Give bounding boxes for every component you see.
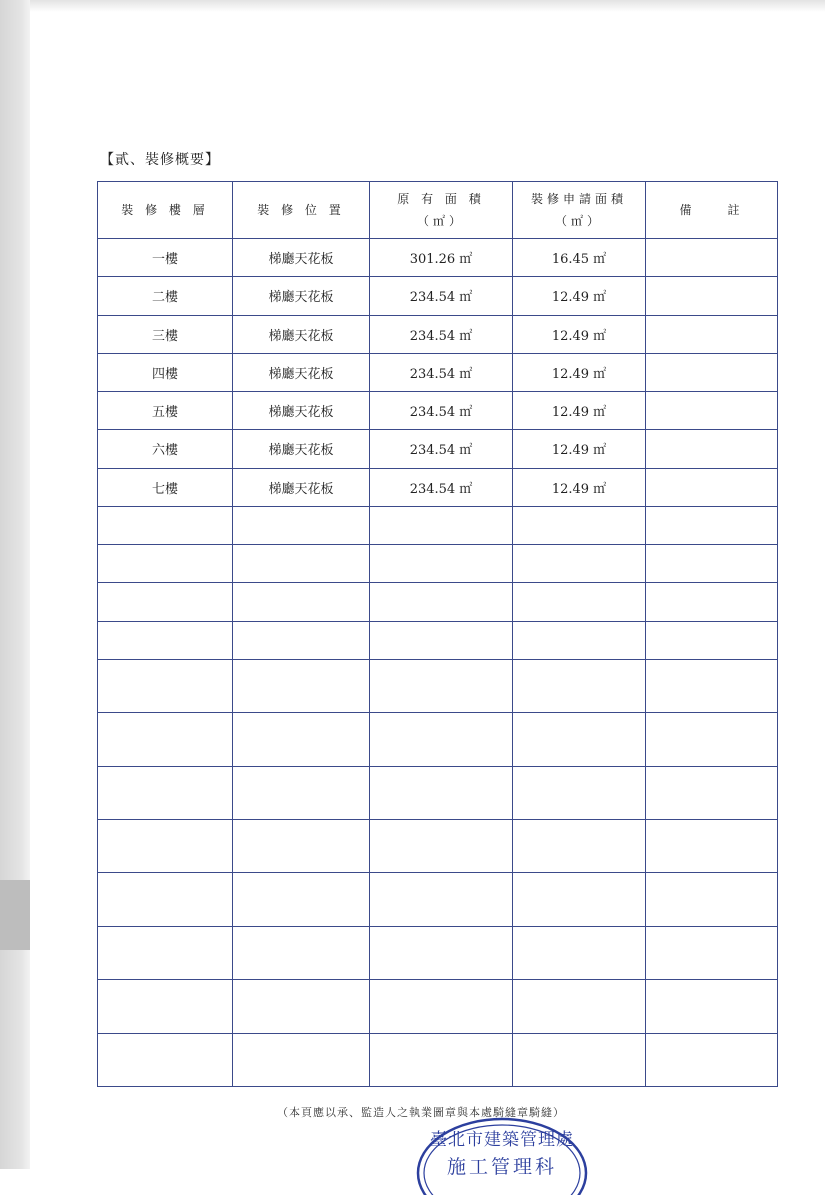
empty-cell: [646, 659, 778, 712]
table-row: [98, 353, 778, 391]
empty-cell: [233, 506, 370, 544]
empty-cell: [233, 766, 370, 819]
empty-cell: [233, 926, 370, 979]
empty-cell: [98, 659, 233, 712]
empty-row: [98, 621, 778, 659]
empty-cell: [98, 545, 233, 583]
empty-cell: [513, 659, 646, 712]
empty-cell: [513, 766, 646, 819]
empty-cell: [513, 926, 646, 979]
cell-remarks: [646, 430, 778, 468]
cell-location: 梯廳天花板: [233, 239, 370, 277]
empty-cell: [370, 820, 513, 873]
cell-original-area: 301.26 ㎡: [370, 239, 513, 277]
empty-cell: [233, 583, 370, 621]
cell-remarks: [646, 277, 778, 315]
empty-cell: [513, 820, 646, 873]
empty-cell: [98, 506, 233, 544]
table-header-row: [98, 182, 778, 239]
table-row: [98, 315, 778, 353]
empty-cell: [370, 713, 513, 766]
empty-row: [98, 1033, 778, 1086]
empty-cell: [646, 621, 778, 659]
empty-cell: [513, 583, 646, 621]
cell-floor: 七樓: [98, 468, 233, 506]
header-original-area-label: 原 有 面 積: [397, 192, 485, 206]
empty-cell: [370, 621, 513, 659]
cell-location: 梯廳天花板: [233, 315, 370, 353]
cell-floor: 三樓: [98, 315, 233, 353]
empty-cell: [513, 506, 646, 544]
cell-applied-area: 12.49 ㎡: [513, 392, 646, 430]
empty-cell: [646, 713, 778, 766]
empty-cell: [646, 873, 778, 926]
empty-cell: [98, 873, 233, 926]
scan-edge-top: [30, 0, 825, 12]
empty-cell: [370, 766, 513, 819]
empty-cell: [233, 545, 370, 583]
empty-row: [98, 980, 778, 1033]
empty-cell: [233, 621, 370, 659]
empty-row: [98, 583, 778, 621]
empty-cell: [513, 1033, 646, 1086]
empty-cell: [233, 873, 370, 926]
cell-remarks: [646, 468, 778, 506]
table-row: [98, 430, 778, 468]
cell-floor: 六樓: [98, 430, 233, 468]
empty-row: [98, 506, 778, 544]
header-applied-area: [513, 182, 646, 239]
empty-cell: [98, 980, 233, 1033]
cell-applied-area: 12.49 ㎡: [513, 353, 646, 391]
empty-cell: [370, 980, 513, 1033]
empty-cell: [646, 1033, 778, 1086]
cell-applied-area: 12.49 ㎡: [513, 277, 646, 315]
empty-cell: [370, 873, 513, 926]
table-row: [98, 468, 778, 506]
empty-row: [98, 873, 778, 926]
empty-cell: [98, 713, 233, 766]
cell-remarks: [646, 392, 778, 430]
empty-cell: [98, 820, 233, 873]
empty-cell: [98, 766, 233, 819]
empty-cell: [370, 659, 513, 712]
empty-cell: [98, 926, 233, 979]
header-floor: 裝 修 樓 層: [98, 182, 233, 239]
scan-edge-left: [0, 0, 30, 1169]
cell-floor: 五樓: [98, 392, 233, 430]
renovation-summary-table: [97, 181, 778, 1087]
empty-cell: [98, 621, 233, 659]
cell-original-area: 234.54 ㎡: [370, 315, 513, 353]
cell-remarks: [646, 353, 778, 391]
section-title: 【貳、裝修概要】: [100, 152, 220, 168]
empty-cell: [646, 820, 778, 873]
cell-original-area: 234.54 ㎡: [370, 277, 513, 315]
empty-row: [98, 713, 778, 766]
cell-location: 梯廳天花板: [233, 392, 370, 430]
table-row: [98, 277, 778, 315]
empty-cell: [370, 1033, 513, 1086]
cell-floor: 二樓: [98, 277, 233, 315]
empty-cell: [233, 980, 370, 1033]
empty-cell: [98, 1033, 233, 1086]
empty-cell: [233, 659, 370, 712]
table-row: [98, 239, 778, 277]
empty-row: [98, 820, 778, 873]
empty-cell: [513, 980, 646, 1033]
cell-original-area: 234.54 ㎡: [370, 353, 513, 391]
header-original-area-unit: （㎡）: [416, 214, 465, 228]
empty-row: [98, 659, 778, 712]
official-seal: [414, 1115, 590, 1195]
empty-cell: [646, 980, 778, 1033]
empty-cell: [646, 766, 778, 819]
empty-row: [98, 545, 778, 583]
scan-shadow: [0, 880, 30, 950]
empty-cell: [233, 713, 370, 766]
empty-cell: [370, 545, 513, 583]
empty-cell: [646, 545, 778, 583]
header-applied-area-label: 裝修申請面積: [530, 192, 627, 206]
cell-original-area: 234.54 ㎡: [370, 392, 513, 430]
cell-location: 梯廳天花板: [233, 277, 370, 315]
cell-applied-area: 12.49 ㎡: [513, 430, 646, 468]
cell-floor: 四樓: [98, 353, 233, 391]
empty-cell: [370, 926, 513, 979]
cell-applied-area: 16.45 ㎡: [513, 239, 646, 277]
empty-cell: [513, 873, 646, 926]
cell-original-area: 234.54 ㎡: [370, 430, 513, 468]
empty-cell: [370, 506, 513, 544]
empty-cell: [513, 713, 646, 766]
table-row: [98, 392, 778, 430]
cell-remarks: [646, 239, 778, 277]
empty-cell: [646, 583, 778, 621]
empty-cell: [233, 820, 370, 873]
cell-floor: 一樓: [98, 239, 233, 277]
header-location: 裝 修 位 置: [233, 182, 370, 239]
empty-row: [98, 766, 778, 819]
empty-cell: [370, 583, 513, 621]
cell-remarks: [646, 315, 778, 353]
cell-location: 梯廳天花板: [233, 468, 370, 506]
empty-cell: [233, 1033, 370, 1086]
cell-location: 梯廳天花板: [233, 353, 370, 391]
empty-cell: [98, 583, 233, 621]
header-remarks: 備 註: [646, 182, 778, 239]
empty-row: [98, 926, 778, 979]
cell-applied-area: 12.49 ㎡: [513, 468, 646, 506]
empty-cell: [513, 621, 646, 659]
empty-cell: [513, 545, 646, 583]
header-applied-area-unit: （㎡）: [554, 214, 603, 228]
seal-line2: 施工管理科: [446, 1156, 558, 1178]
empty-cell: [646, 506, 778, 544]
empty-cell: [646, 926, 778, 979]
cell-original-area: 234.54 ㎡: [370, 468, 513, 506]
header-original-area: [370, 182, 513, 239]
cell-location: 梯廳天花板: [233, 430, 370, 468]
footer-note: （本頁應以承、監造人之執業圖章與本處騎縫章騎縫）: [277, 1106, 565, 1119]
cell-applied-area: 12.49 ㎡: [513, 315, 646, 353]
seal-line1: 臺北市建築管理處: [430, 1130, 574, 1150]
